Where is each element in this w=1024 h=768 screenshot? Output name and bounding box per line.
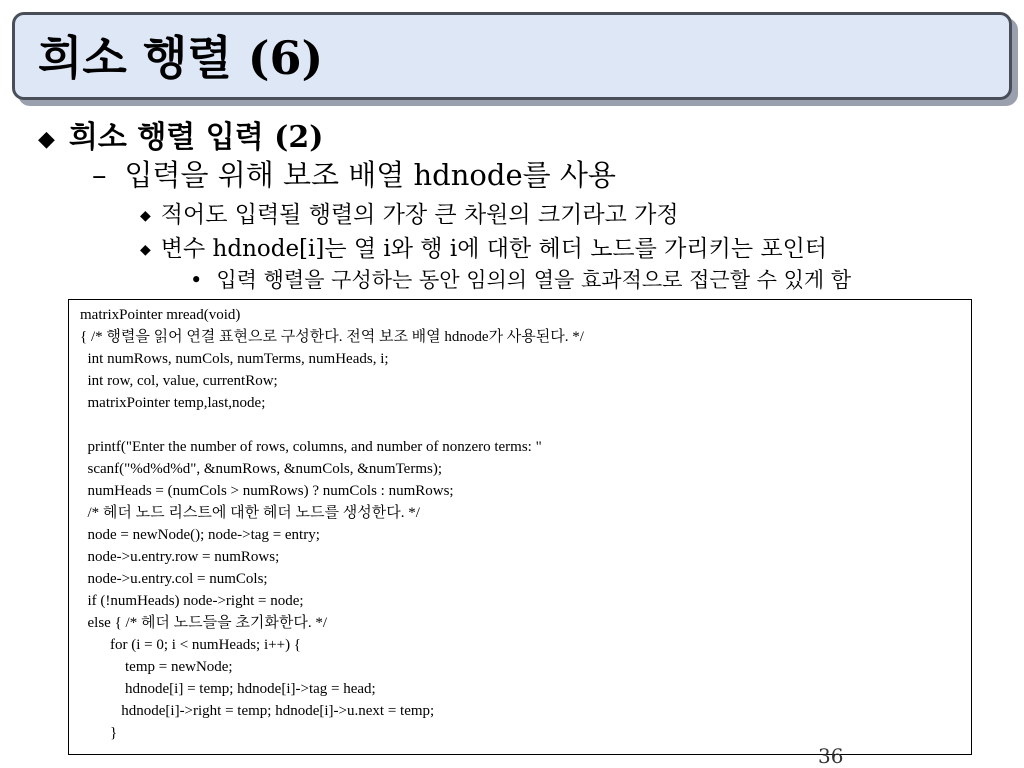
bullet-level4-text: 입력 행렬을 구성하는 동안 임의의 열을 효과적으로 접근할 수 있게 함	[216, 268, 852, 292]
code-line: for (i = 0; i < numHeads; i++) {	[80, 637, 302, 653]
code-line: int row, col, value, currentRow;	[80, 373, 278, 389]
bullet-level1-text: 희소 행렬 입력 (2)	[68, 120, 324, 155]
code-line: { /* 행렬을 읽어 연결 표현으로 구성한다. 전역 보조 배열 hdnode가 사용된다. */	[80, 329, 584, 345]
code-line: int numRows, numCols, numTerms, numHeads, i;	[80, 351, 389, 367]
code-line: /* 헤더 노드 리스트에 대한 헤더 노드를 생성한다. */	[80, 505, 420, 521]
code-line: hdnode[i]->right = temp; hdnode[i]->u.next = temp;	[80, 703, 435, 719]
code-line: printf("Enter the number of rows, columns, and number of nonzero terms: "	[80, 439, 542, 455]
diamond-bullet-icon: ◆	[140, 208, 151, 224]
bullet-level2-text: 입력을 위해 보조 배열 hdnode를 사용	[124, 158, 616, 192]
dot-bullet-icon: •	[190, 268, 203, 292]
code-line: matrixPointer temp,last,node;	[80, 395, 266, 411]
code-line	[80, 414, 971, 436]
bullet-level3-text: 변수 hdnode[i]는 열 i와 행 i에 대한 헤더 노드를 가리키는 포인터	[160, 236, 828, 262]
code-line: node = newNode(); node->tag = entry;	[80, 527, 320, 543]
code-line: node->u.entry.row = numRows;	[80, 549, 280, 565]
code-line: matrixPointer mread(void)	[80, 307, 241, 323]
code-line: else { /* 헤더 노드들을 초기화한다. */	[80, 615, 327, 631]
bullet-level3-item	[140, 196, 679, 229]
bullet-level4	[190, 264, 851, 294]
code-line: numHeads = (numCols > numRows) ? numCols : numRows;	[80, 483, 454, 499]
bullet-level3-item	[140, 230, 827, 263]
diamond-bullet-icon: ◆	[140, 242, 151, 258]
slide-title: 희소 행렬 (6)	[38, 31, 324, 85]
code-block	[68, 299, 972, 755]
code-line: hdnode[i] = temp; hdnode[i]->tag = head;	[80, 681, 376, 697]
code-line: node->u.entry.col = numCols;	[80, 571, 268, 587]
code-line: if (!numHeads) node->right = node;	[80, 593, 304, 609]
dash-bullet-icon: –	[92, 158, 107, 192]
code-line: temp = newNode;	[80, 659, 233, 675]
page-number: 36	[818, 744, 844, 768]
code-line: scanf("%d%d%d", &numRows, &numCols, &numTerms);	[80, 461, 442, 477]
code-line: }	[80, 725, 118, 741]
diamond-bullet-icon: ◆	[38, 126, 55, 152]
bullet-level1	[38, 112, 323, 156]
bullet-level2	[92, 153, 616, 194]
bullet-level3-text: 적어도 입력될 행렬의 가장 큰 차원의 크기라고 가정	[160, 202, 679, 228]
